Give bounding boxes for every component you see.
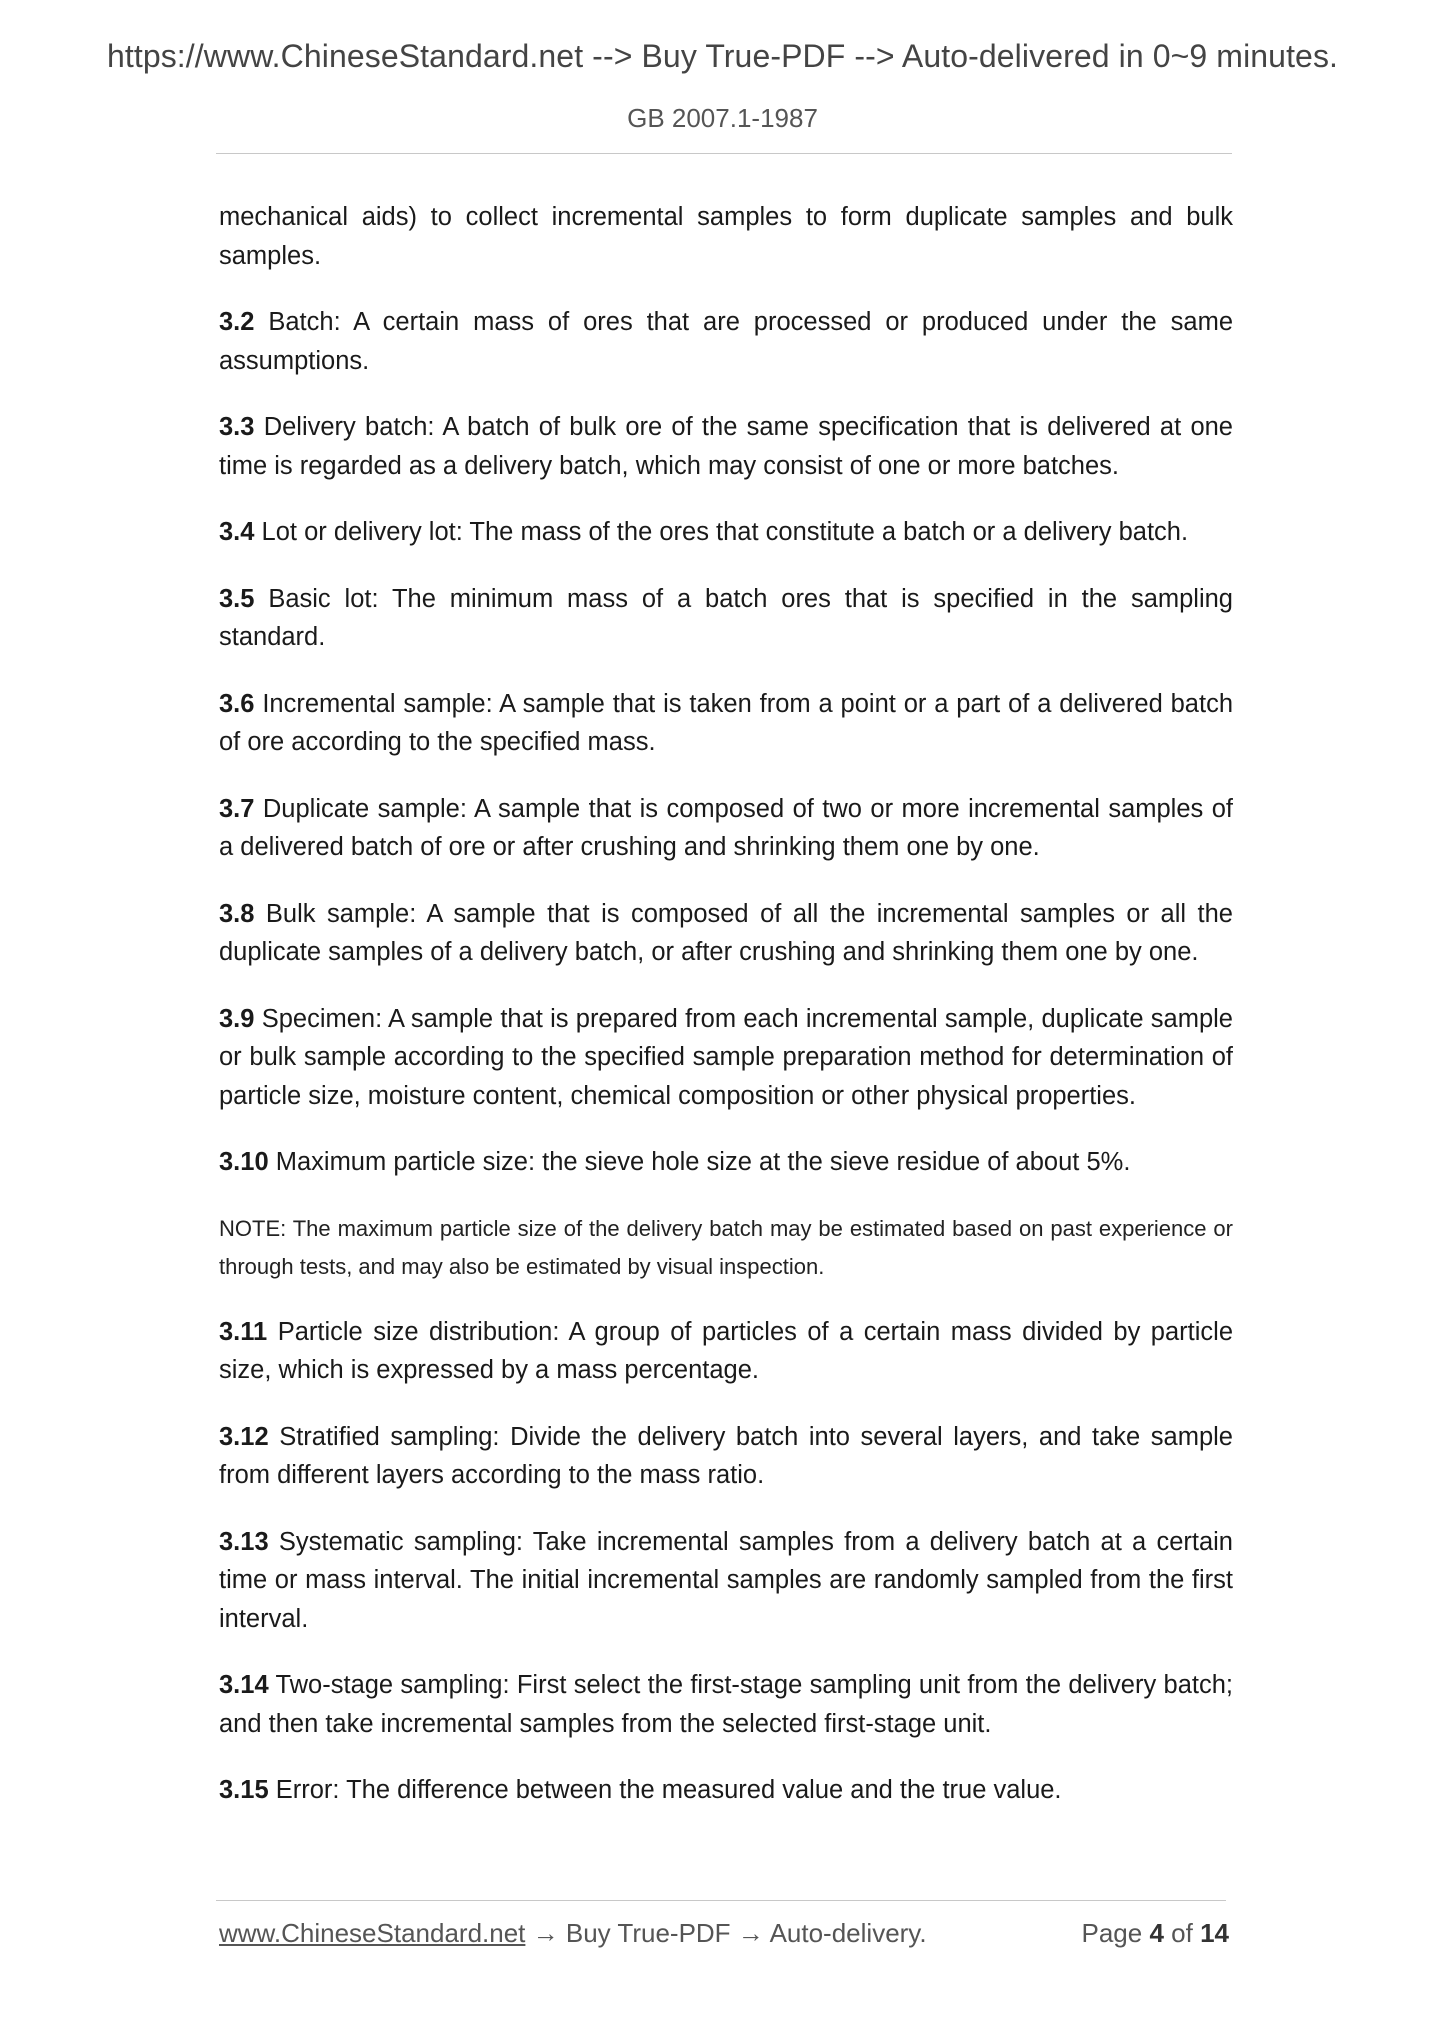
clause-3-14 (219, 1666, 1233, 1743)
clause-text: Bulk sample: A sample that is composed of all the incremental samples or all the duplicate samples of a delivery batch, or after crushing and shrinking them one by one. (219, 899, 1233, 966)
clause-3-12 (219, 1418, 1233, 1495)
clause-text: Lot or delivery lot: The mass of the ores that constitute a batch or a delivery batch. (254, 518, 1189, 546)
note-paragraph: NOTE: The maximum particle size of the delivery batch may be estimated based on past experience or through tests, and may also be estimated by visual inspection. (219, 1215, 1233, 1279)
clause-3-8 (219, 895, 1233, 972)
document-id: GB 2007.1-1987 (627, 103, 818, 133)
clause-3-5 (219, 580, 1233, 657)
page-footer (219, 1918, 1229, 1958)
clause-3-11 (219, 1313, 1233, 1390)
clause-3-2 (219, 303, 1233, 380)
site-link[interactable]: www.ChineseStandard.net (219, 1918, 526, 1948)
clause-number: 3.2 (219, 308, 255, 336)
footer-source (219, 1918, 927, 1949)
clause-text: Specimen: A sample that is prepared from each incremental sample, duplicate sample or bulk sample according to the specified sample preparation method for determination of particle size, moisture content, chemical composition or other physical properties. (219, 1004, 1233, 1110)
page-current: 4 (1149, 1918, 1164, 1948)
clause-number: 3.13 (219, 1527, 269, 1556)
clause-number: 3.11 (219, 1317, 268, 1346)
clause-text: Error: The difference between the measured value and the true value. (268, 1776, 1062, 1804)
source-banner: https://www.ChineseStandard.net --> Buy True-PDF --> Auto-delivered in 0~9 minutes. (106, 38, 1339, 74)
page-indicator (1081, 1918, 1229, 1949)
of-word: of (1171, 1918, 1193, 1948)
clause-number: 3.12 (219, 1422, 269, 1451)
intro-paragraph: mechanical aids) to collect incremental samples to form duplicate samples and bulk samples. (219, 203, 1233, 270)
clause-text: Systematic sampling: Take incremental samples from a delivery batch at a certain time or mass interval. The initial incremental samples are randomly sampled from the first interval. (219, 1527, 1233, 1633)
clause-number: 3.6 (219, 689, 255, 718)
clause-3-13 (219, 1523, 1233, 1639)
clause-3-6 (219, 685, 1233, 762)
clause-number: 3.3 (219, 413, 255, 441)
clause-3-4 (219, 513, 1233, 552)
clause-number: 3.14 (219, 1671, 269, 1699)
clause-number: 3.15 (219, 1776, 269, 1804)
clause-3-3 (219, 408, 1233, 485)
clause-number: 3.10 (219, 1148, 269, 1176)
footer-tagline: → Buy True-PDF → Auto-delivery. (525, 1918, 927, 1948)
clause-text: Batch: A certain mass of ores that are processed or produced under the same assumptions. (219, 308, 1233, 375)
clause-3-15 (219, 1771, 1233, 1810)
clause-text: Incremental sample: A sample that is taken from a point or a part of a delivered batch of ore according to the specified mass. (219, 689, 1233, 756)
clause-3-7 (219, 790, 1233, 867)
clause-text: Particle size distribution: A group of particles of a certain mass divided by particle size, which is expressed by a mass percentage. (219, 1317, 1233, 1384)
clause-text: Maximum particle size: the sieve hole size at the sieve residue of about 5%. (268, 1148, 1131, 1176)
clause-text: Two-stage sampling: First select the first-stage sampling unit from the delivery batch; and then take incremental samples from the selected first-stage unit. (219, 1671, 1233, 1738)
document-body (219, 198, 1233, 1838)
page-total: 14 (1200, 1918, 1229, 1948)
clause-number: 3.4 (219, 518, 255, 546)
clause-3-9 (219, 1000, 1233, 1116)
clause-number: 3.9 (219, 1004, 255, 1033)
clause-text: Duplicate sample: A sample that is composed of two or more incremental samples of a delivered batch of ore or after crushing and shrinking them one by one. (219, 794, 1233, 861)
clause-number: 3.7 (219, 794, 255, 823)
clause-3-10 (219, 1143, 1233, 1182)
footer-divider (216, 1900, 1226, 1901)
clause-number: 3.8 (219, 899, 255, 928)
page-word: Page (1081, 1918, 1143, 1948)
clause-text: Stratified sampling: Divide the delivery batch into several layers, and take sample from different layers according to the mass ratio. (219, 1422, 1233, 1489)
header-divider (216, 153, 1232, 154)
clause-number: 3.5 (219, 584, 255, 613)
clause-text: Basic lot: The minimum mass of a batch ores that is specified in the sampling standard. (219, 584, 1233, 651)
clause-text: Delivery batch: A batch of bulk ore of the same specification that is delivered at one time is regarded as a delivery batch, which may consist of one or more batches. (219, 413, 1233, 480)
